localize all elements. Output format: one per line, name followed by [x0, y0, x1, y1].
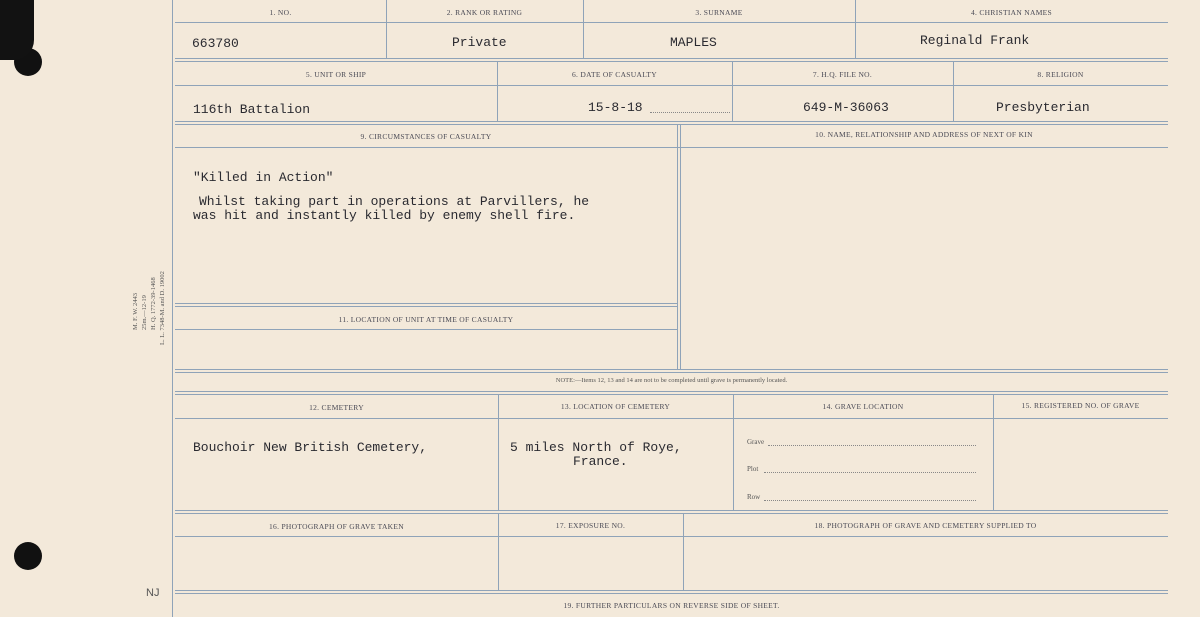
value-hq: 649-M-36063	[803, 100, 889, 115]
initials: NJ	[146, 587, 160, 599]
rule	[175, 303, 677, 304]
grave-label: Grave	[747, 438, 765, 446]
rule	[498, 394, 499, 510]
header-religion: 8. RELIGION	[1037, 70, 1084, 79]
torn-edge	[0, 0, 34, 60]
header-christian: 4. CHRISTIAN NAMES	[970, 8, 1053, 17]
rule	[175, 513, 1168, 514]
rule	[175, 306, 677, 307]
side-print-4: L. L. 7348-M. and D. 19002	[159, 271, 166, 345]
plot-dots	[764, 472, 976, 473]
header-rank: 2. RANK OR RATING	[446, 8, 523, 17]
value-cemetery: Bouchoir New British Cemetery,	[193, 440, 428, 455]
rule	[175, 510, 1168, 511]
plot-label: Plot	[747, 465, 759, 473]
header-circumstances: 9. CIRCUMSTANCES OF CASUALTY	[360, 132, 492, 141]
date-dots	[650, 112, 730, 113]
rule	[175, 147, 1168, 148]
rule	[175, 418, 1168, 419]
note: NOTE:—Items 12, 13 and 14 are not to be completed until grave is permanently located.	[555, 377, 788, 384]
rule	[175, 394, 1168, 395]
header-unit: 5. UNIT OR SHIP	[305, 70, 367, 79]
rule	[175, 121, 1168, 122]
rule	[175, 85, 1168, 86]
rule	[733, 394, 734, 510]
header-surname: 3. SURNAME	[695, 8, 743, 17]
side-print-3: H. Q. 1772-39-1468	[150, 277, 157, 330]
header-photo-supplied: 18. PHOTOGRAPH OF GRAVE AND CEMETERY SUPPLIED TO	[814, 521, 1037, 530]
rule	[175, 61, 1168, 62]
value-circumstances-3: was hit and instantly killed by enemy shell fire.	[193, 208, 576, 223]
header-registered: 15. REGISTERED NO. OF GRAVE	[1021, 401, 1140, 410]
header-hq: 7. H.Q. FILE NO.	[812, 70, 873, 79]
grave-dots	[768, 445, 976, 446]
header-next-of-kin: 10. NAME, RELATIONSHIP AND ADDRESS OF NEXT OF KIN	[815, 130, 1033, 139]
row-label: Row	[747, 493, 761, 501]
header-photo-taken: 16. PHOTOGRAPH OF GRAVE TAKEN	[269, 522, 404, 531]
value-unit: 116th Battalion	[193, 102, 311, 117]
rule	[175, 593, 1168, 594]
header-no: 1. NO.	[269, 8, 292, 17]
rule	[175, 124, 1168, 125]
header-cemetery: 12. CEMETERY	[309, 403, 364, 412]
rule	[175, 391, 1168, 392]
value-surname: MAPLES	[670, 35, 717, 50]
rule	[175, 329, 677, 330]
value-cemetery-location-1: 5 miles North of Roye,	[510, 440, 682, 455]
row-dots	[764, 500, 976, 501]
header-exposure: 17. EXPOSURE NO.	[555, 521, 626, 530]
rule	[993, 394, 994, 510]
header-date: 6. DATE OF CASUALTY	[571, 70, 657, 79]
rule	[680, 124, 681, 369]
rule	[677, 124, 678, 369]
header-grave-location: 14. GRAVE LOCATION	[822, 402, 904, 411]
value-rank: Private	[452, 35, 507, 50]
value-cemetery-location-2: France.	[573, 454, 628, 469]
header-cemetery-location: 13. LOCATION OF CEMETERY	[560, 402, 671, 411]
value-date: 15-8-18	[588, 100, 643, 115]
value-religion: Presbyterian	[996, 100, 1090, 115]
value-no: 663780	[192, 36, 239, 51]
value-christian: Reginald Frank	[920, 33, 1030, 48]
rule	[175, 22, 1168, 23]
rule	[175, 590, 1168, 591]
value-circumstances-2: Whilst taking part in operations at Parvillers, he	[199, 194, 590, 209]
rule	[175, 369, 1168, 370]
rule	[175, 372, 1168, 373]
rule	[175, 536, 1168, 537]
rule	[175, 58, 1168, 59]
margin-line	[172, 0, 173, 617]
header-further: 19. FURTHER PARTICULARS ON REVERSE SIDE OF SHEET.	[563, 601, 780, 610]
side-print-1: M. F. W. 2443	[132, 292, 139, 330]
value-circumstances-1: "Killed in Action"	[193, 170, 334, 185]
side-print-2: 25m.—12-19	[141, 295, 148, 330]
punch-hole-bottom	[14, 542, 42, 570]
header-location-unit: 11. LOCATION OF UNIT AT TIME OF CASUALTY	[338, 315, 514, 324]
